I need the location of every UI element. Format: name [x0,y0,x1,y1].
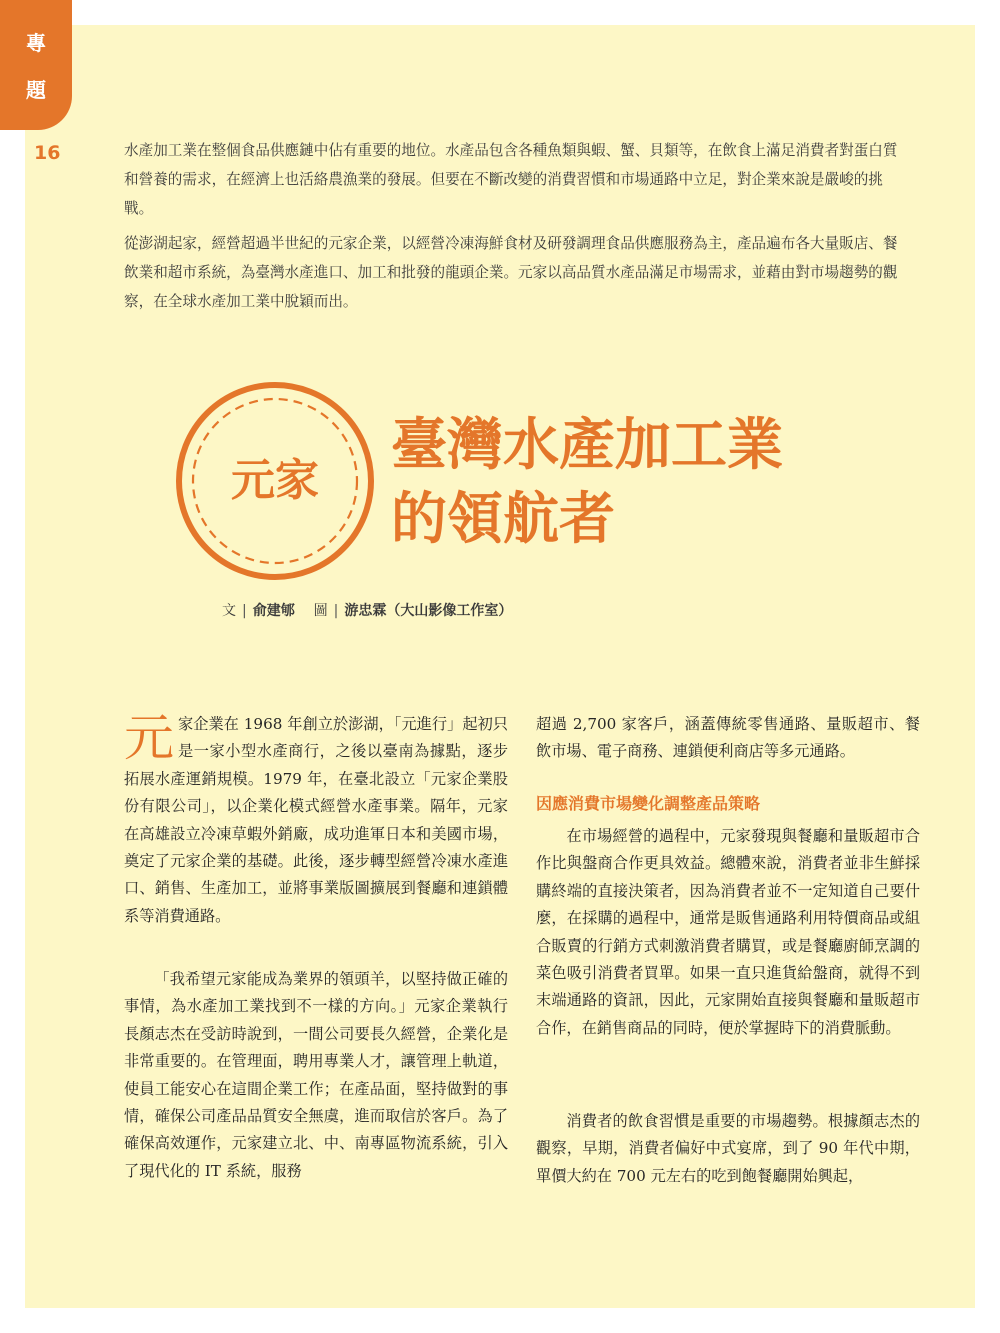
headline-line-1: 臺灣水產加工業 [391,412,783,478]
byline-photo-label: 圖 [313,603,328,619]
body-right-paragraph-1: 超過 2,700 家客戶，涵蓋傳統零售通路、量販超市、餐飲市場、電子商務、連鎖便利商店等多元通路。 [536,715,920,761]
body-right-paragraph-3: 消費者的飲食習慣是重要的市場趨勢。根據顏志杰的觀察，早期，消費者偏好中式宴席，到了 90 年代中期，單價大約在 700 元左右的吃到飽餐廳開始興起， [536,1112,920,1185]
title-emblem [175,381,375,581]
intro-paragraph-1: 水產加工業在整個食品供應鏈中佔有重要的地位。水產品包含各種魚類與蝦、蟹、貝類等，在飲食上滿足消費者對蛋白質和營養的需求，在經濟上也活絡農漁業的發展。但要在不斷改變的消費習慣和市場通路中立足，對企業來說是嚴峻的挑戰。 [124,142,898,217]
byline-text-label: 文 [222,603,236,619]
body-right-paragraph-2: 在市場經營的過程中，元家發現與餐廳和量販超市合作比與盤商合作更具效益。總體來說，消費者並非生鮮採購終端的直接決策者，因為消費者並不一定知道自己要什麼，在採購的過程中，通常是販售通路利用特價商品或組合販賣的行銷方式刺激消費者購買，或是餐廳廚師烹調的菜色吸引消費者買單。如果一直只進貨給盤商，就得不到末端通路的資訊，因此，元家開始直接與餐廳和量販超市合作，在銷售商品的同時，便於掌握時下的消費脈動。 [536,827,920,1037]
body-left-paragraph-1 [124,711,508,930]
byline-divider: | [242,603,247,619]
body-left-paragraph-1-text: 家企業在 1968 年創立於澎湖，「元進行」起初只是一家小型水產商行，之後以臺南為據點，逐步拓展水產運銷規模。1979 年，在臺北設立「元家企業股份有限公司」，以企業化模式經營水產事業。隔年，元家在高雄設立冷凍草蝦外銷廠，成功進軍日本和美國市場，奠定了元家企業的基礎。此後，逐步轉型經營冷凍水產進口、銷售、生產加工，並將事業版圖擴展到餐廳和連鎖體系等消費通路。 [124,715,508,925]
emblem-label: 元家 [231,455,319,506]
section-tab-char-1: 專 [26,31,46,55]
byline-author: 俞建郇 [252,603,295,619]
drop-cap: 元 [124,709,174,767]
section-tab-char-2: 題 [26,78,46,102]
byline-photographer: 游忠霖（大山影像工作室） [344,603,513,619]
headline-line-2: 的領航者 [391,486,615,552]
section-tab [0,0,72,130]
intro-paragraph-2: 從澎湖起家，經營超過半世紀的元家企業，以經營冷凍海鮮食材及研發調理食品供應服務為主，產品遍布各大量販店、餐飲業和超市系統，為臺灣水產進口、加工和批發的龍頭企業。元家以高品質水產品滿足市場需求，並藉由對市場趨勢的觀察，在全球水產加工業中脫穎而出。 [124,235,898,310]
byline-divider: | [333,603,339,619]
page-number: 16 [34,142,61,164]
body-left-paragraph-2: 「我希望元家能成為業界的領頭羊，以堅持做正確的事情，為水產加工業找到不一樣的方向。」元家企業執行長顏志杰在受訪時說到，一間公司要長久經營，企業化是非常重要的。在管理面，聘用專業人才，讓管理上軌道，使員工能安心在這間企業工作；在產品面，堅持做對的事情，確保公司產品品質安全無虞，進而取信於客戶。為了確保高效運作，元家建立北、中、南專區物流系統，引入了現代化的 IT 系統，服務 [124,970,508,1180]
byline [222,600,642,622]
subheading: 因應消費市場變化調整產品策略 [536,794,761,813]
